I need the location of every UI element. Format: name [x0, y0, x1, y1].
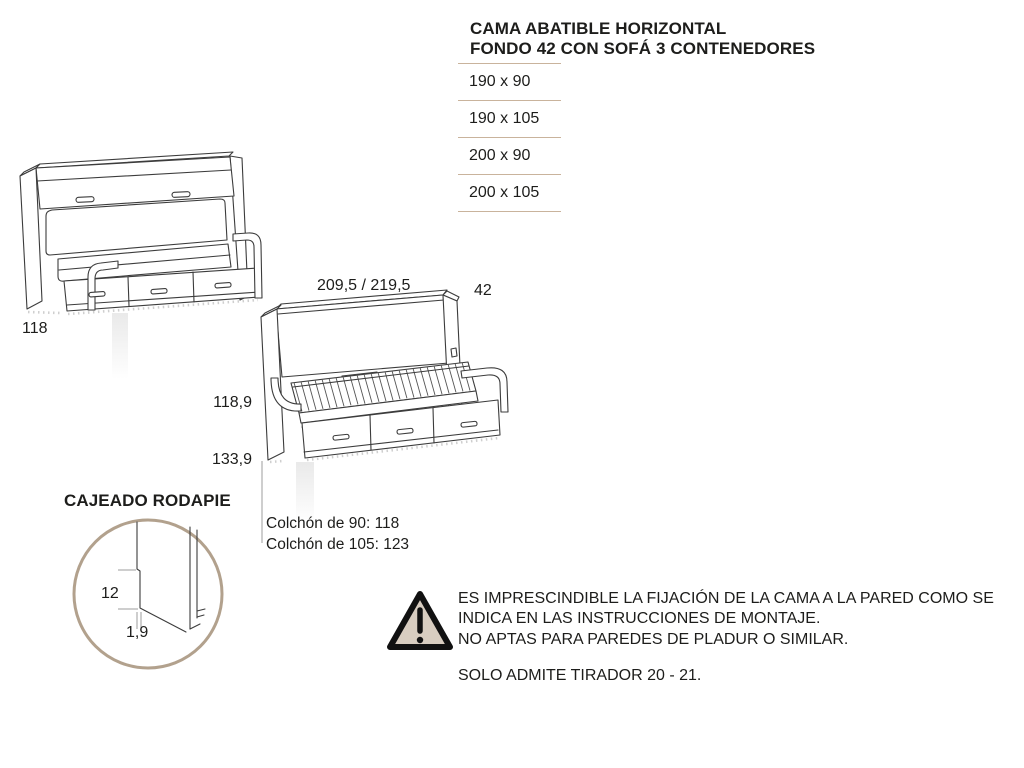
warning-line1: ES IMPRESCINDIBLE LA FIJACIÓN DE LA CAMA A LA PARED COMO SE [458, 590, 994, 607]
open-width-dimension: 209,5 / 219,5 [317, 277, 411, 294]
exclamation-dot [417, 637, 423, 643]
drawer-handle [89, 291, 105, 297]
handle-compatibility-note: SOLO ADMITE TIRADOR 20 - 21. [458, 667, 702, 684]
warning-text [458, 589, 994, 650]
warning-triangle-icon [390, 594, 450, 647]
soft-shadow [112, 313, 128, 379]
size-option: 200 x 90 [458, 137, 561, 174]
size-options-table [458, 63, 561, 212]
closed-height-dimension: 118 [22, 320, 48, 337]
drawer-handle [397, 428, 413, 434]
warning-line3: NO APTAS PARA PAREDES DE PLADUR O SIMILAR. [458, 630, 849, 648]
open-depth-dimension: 42 [474, 282, 492, 299]
closed-sofa-bed-drawing [20, 152, 262, 379]
open-height-min: 118,9 [213, 394, 252, 411]
size-option: 200 x 105 [458, 174, 561, 211]
drawer-handle [151, 288, 167, 294]
size-option: 190 x 90 [458, 63, 561, 100]
size-option: 190 x 105 [458, 100, 561, 137]
open-height-max: 133,9 [211, 451, 252, 468]
mattress-note-line2: Colchón de 105: 123 [266, 535, 410, 553]
page-title-line1: CAMA ABATIBLE HORIZONTAL [470, 19, 727, 38]
skirting-detail-drawing [74, 520, 222, 668]
bed-front-handle [172, 192, 190, 198]
warning-line2: INDICA EN LAS INSTRUCCIONES DE MONTAJE. [458, 610, 821, 628]
mattress-note-line1: Colchón de 90: 118 [266, 515, 400, 532]
mattress-note [266, 514, 409, 555]
open-height-dimension [199, 355, 252, 488]
page-title-line2: FONDO 42 CON SOFÁ 3 CONTENEDORES [470, 39, 816, 58]
detail-height-dimension: 12 [101, 585, 119, 602]
detail-section-title: CAJEADO RODAPIE [64, 491, 231, 510]
open-bed-drawing [261, 290, 508, 543]
detail-circle [74, 520, 222, 668]
bed-front-handle [76, 197, 94, 203]
hinge-detail [197, 609, 205, 617]
drawer-handle [461, 421, 477, 427]
drawer-handle [333, 434, 349, 440]
page-title [470, 19, 815, 59]
drawer-handle [215, 282, 231, 288]
detail-depth-dimension: 1,9 [126, 624, 149, 641]
